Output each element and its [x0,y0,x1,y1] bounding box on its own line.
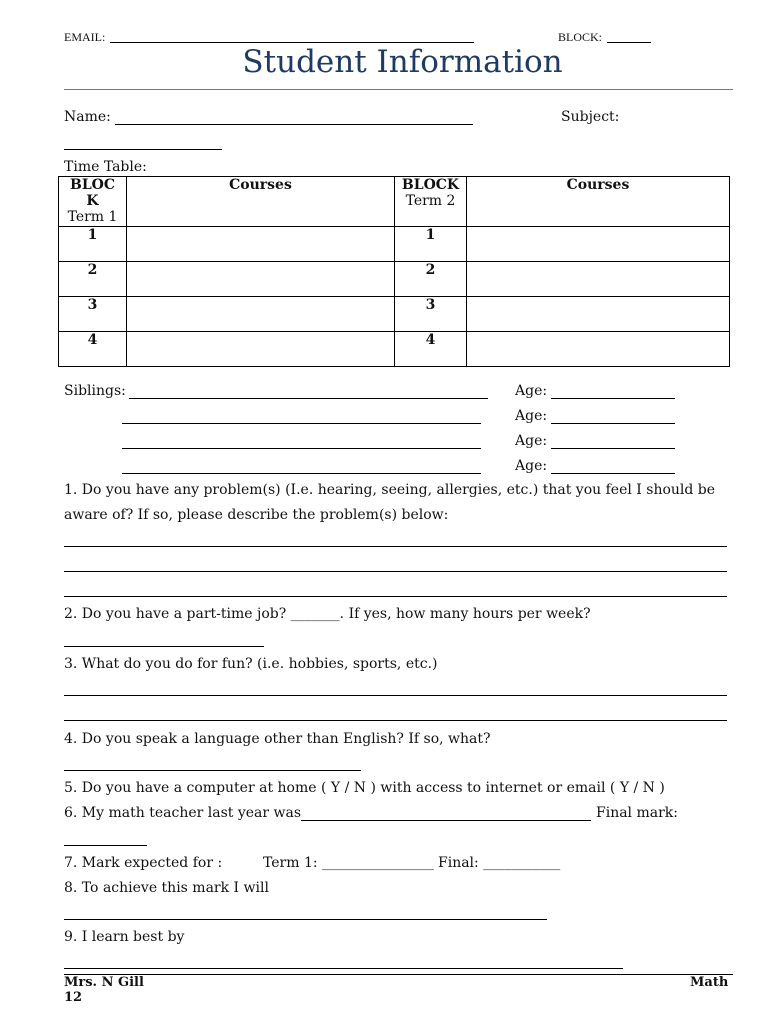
answer-1-line[interactable] [64,546,727,547]
term2-label: Term 2 [405,193,456,209]
footer-course: Math [690,975,729,990]
term1-course-cell[interactable] [127,227,395,262]
block-header-part2: K [86,193,99,209]
table-row [59,297,730,332]
table-row [59,262,730,297]
term2-course-cell[interactable] [467,297,730,332]
footer-grade: 12 [64,990,83,1005]
term1-course-cell[interactable] [127,262,395,297]
name-field[interactable] [115,124,473,125]
answer-3-line[interactable] [64,720,727,721]
age-label: Age: [515,458,548,474]
question-3: 3. What do you do for fun? (i.e. hobbies, sports, etc.) [64,656,438,672]
question-6: 6. My math teacher last year was [64,805,302,821]
answer-3-line[interactable] [64,695,727,696]
title-divider [64,89,733,90]
sibling-name-field[interactable] [122,448,481,449]
answer-8-line[interactable] [64,919,547,920]
term1-block-number: 1 [59,227,127,262]
term2-block-number: 4 [395,332,467,367]
table-row [59,227,730,262]
block-term2-header [395,177,467,227]
answer-1-line[interactable] [64,596,727,597]
term1-label: Term 1 [67,209,118,225]
answer-2-line[interactable] [64,646,264,647]
subject-field[interactable] [64,149,222,150]
term2-course-cell[interactable] [467,262,730,297]
term1-block-number: 3 [59,297,127,332]
courses-term1-header: Courses [127,177,395,227]
answer-9-line[interactable] [64,968,623,969]
term1-expected[interactable]: Term 1: ________________ [263,855,435,871]
term2-block-number: 2 [395,262,467,297]
final-mark-field[interactable] [64,845,147,846]
term1-block-number: 4 [59,332,127,367]
question-2: 2. Do you have a part-time job? _______. If yes, how many hours per week? [64,606,591,622]
age-label: Age: [515,408,548,424]
question-1-line-2: aware of? If so, please describe the problem(s) below: [64,507,449,523]
name-label: Name: [64,109,111,125]
courses-term2-header: Courses [467,177,730,227]
question-8: 8. To achieve this mark I will [64,880,269,896]
answer-4-line[interactable] [64,770,361,771]
timetable [58,176,730,367]
footer-divider [64,974,733,975]
sibling-name-field[interactable] [122,473,481,474]
question-4: 4. Do you speak a language other than English? If so, what? [64,731,491,747]
siblings-label: Siblings: [64,383,126,399]
term2-course-cell[interactable] [467,227,730,262]
final-expected[interactable]: Final: ___________ [438,855,561,871]
page-title: Student Information [242,44,563,80]
footer-teacher: Mrs. N Gill [64,975,144,990]
final-mark-label: Final mark: [596,805,678,821]
email-field[interactable] [110,42,474,43]
subject-label: Subject: [561,109,620,125]
block-header-part1: BLOC [69,177,115,193]
sibling-name-field[interactable] [122,423,481,424]
term2-block-number: 1 [395,227,467,262]
term1-block-number: 2 [59,262,127,297]
block-field[interactable] [607,42,651,43]
sibling-age-field[interactable] [551,398,675,399]
term2-course-cell[interactable] [467,332,730,367]
term1-course-cell[interactable] [127,297,395,332]
sibling-age-field[interactable] [551,448,675,449]
block-label: BLOCK: [558,30,603,44]
question-7: 7. Mark expected for : [64,855,223,871]
age-label: Age: [515,383,548,399]
sibling-age-field[interactable] [551,423,675,424]
age-label: Age: [515,433,548,449]
answer-1-line[interactable] [64,571,727,572]
question-9: 9. I learn best by [64,929,185,945]
term1-course-cell[interactable] [127,332,395,367]
question-1-line-1: 1. Do you have any problem(s) (I.e. hearing, seeing, allergies, etc.) that you feel I should be [64,482,716,498]
term2-block-number: 3 [395,297,467,332]
block-header-term2: BLOCK [401,177,460,193]
block-term1-header [59,177,127,227]
math-teacher-field[interactable] [301,820,591,821]
question-5: 5. Do you have a computer at home ( Y / N ) with access to internet or email ( Y / N ) [64,780,665,796]
email-label: EMAIL: [64,30,106,44]
sibling-age-field[interactable] [551,473,675,474]
sibling-name-field[interactable] [129,398,488,399]
timetable-label: Time Table: [64,159,147,175]
table-row [59,332,730,367]
